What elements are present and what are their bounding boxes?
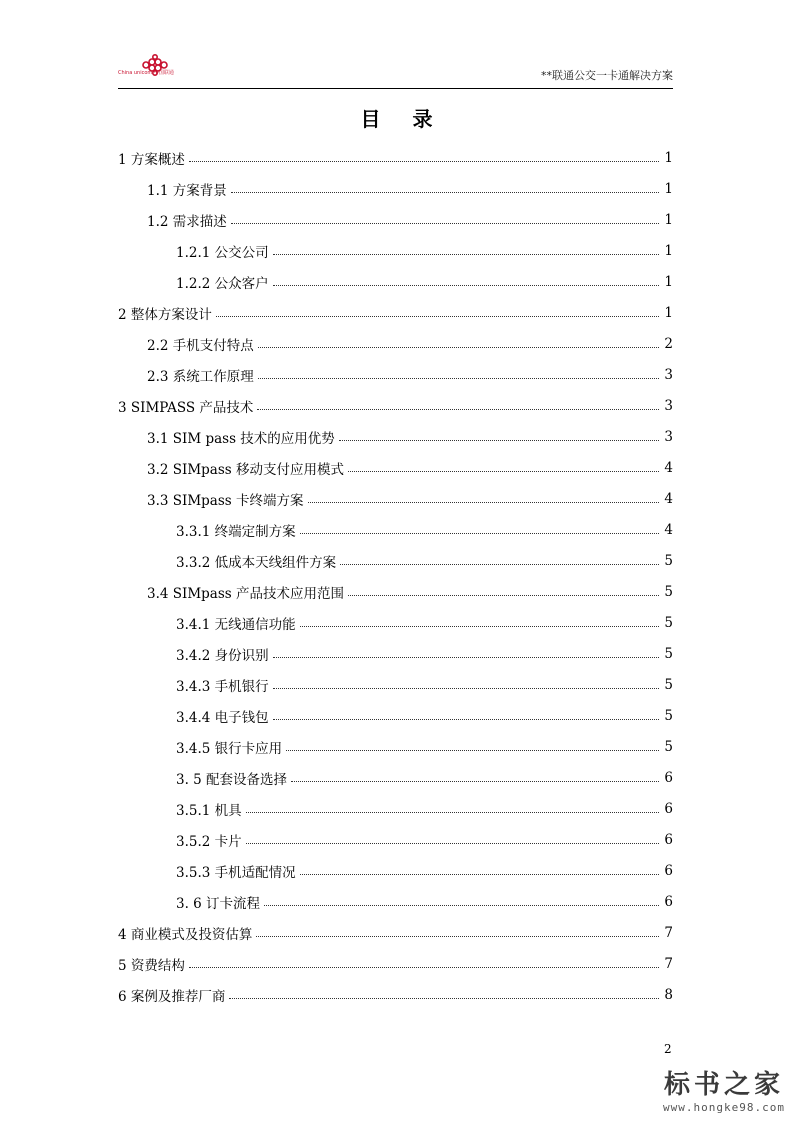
toc-entry-label: 3.4 SIMpass 产品技术应用范围 — [147, 585, 345, 602]
dot-leader — [273, 285, 659, 286]
toc-entry-label: 1 方案概述 — [118, 151, 185, 168]
toc-entry-label: 1.2.1 公交公司 — [176, 244, 269, 261]
toc-entry-label: 3.3 SIMpass 卡终端方案 — [147, 492, 304, 509]
dot-leader — [216, 316, 659, 317]
toc-entry-page: 5 — [664, 583, 673, 600]
toc-entry[interactable] — [118, 514, 673, 545]
logo-text: China unicom 中国联通 — [118, 70, 174, 76]
toc-entry-label: 6 案例及推荐厂商 — [118, 988, 226, 1005]
toc-entry-page: 7 — [664, 955, 673, 972]
dot-leader — [273, 254, 659, 255]
toc-entry-page: 1 — [664, 211, 673, 228]
toc-entry-page: 5 — [664, 645, 673, 662]
dot-leader — [273, 657, 659, 658]
china-unicom-logo — [118, 54, 178, 86]
toc-entry-label: 1.2 需求描述 — [147, 213, 227, 230]
watermark-name: 标书之家 — [664, 1070, 785, 1100]
toc-entry-page: 1 — [664, 242, 673, 259]
toc-entry[interactable] — [118, 359, 673, 390]
dot-leader — [273, 719, 659, 720]
toc-entry[interactable] — [118, 979, 673, 1010]
toc-entry[interactable] — [118, 266, 673, 297]
toc-entry[interactable] — [118, 173, 673, 204]
toc-entry-page: 4 — [664, 521, 673, 538]
dot-leader — [291, 781, 659, 782]
toc-entry-label: 3.4.5 银行卡应用 — [176, 740, 283, 757]
dot-leader — [189, 161, 659, 162]
toc-entry-page: 6 — [664, 893, 673, 910]
toc-entry-page: 1 — [664, 304, 673, 321]
table-of-contents — [118, 142, 673, 1010]
toc-entry-label: 2 整体方案设计 — [118, 306, 212, 323]
toc-entry-page: 3 — [664, 366, 673, 383]
page-number: 2 — [664, 1042, 672, 1056]
toc-entry-label: 3. 6 订卡流程 — [176, 895, 261, 912]
toc-entry-label: 1.1 方案背景 — [147, 182, 227, 199]
dot-leader — [257, 409, 659, 410]
dot-leader — [231, 223, 659, 224]
toc-entry[interactable] — [118, 700, 673, 731]
toc-entry-label: 3.5.2 卡片 — [176, 833, 242, 850]
toc-entry[interactable] — [118, 297, 673, 328]
toc-entry[interactable] — [118, 917, 673, 948]
toc-title: 目录 — [360, 107, 465, 131]
toc-entry-page: 3 — [664, 428, 673, 445]
toc-entry-label: 3.3.1 终端定制方案 — [176, 523, 296, 540]
dot-leader — [189, 967, 659, 968]
dot-leader — [246, 843, 659, 844]
toc-entry[interactable] — [118, 731, 673, 762]
toc-entry-page: 5 — [664, 707, 673, 724]
toc-entry[interactable] — [118, 390, 673, 421]
toc-entry-page: 5 — [664, 676, 673, 693]
toc-entry-label: 1.2.2 公众客户 — [176, 275, 269, 292]
dot-leader — [300, 626, 659, 627]
watermark-url: www.hongke98.com — [663, 1101, 785, 1114]
toc-entry-page: 6 — [664, 831, 673, 848]
toc-entry-page: 4 — [664, 459, 673, 476]
dot-leader — [339, 440, 659, 441]
toc-entry-label: 3.4.1 无线通信功能 — [176, 616, 296, 633]
toc-entry-label: 3 SIMPASS 产品技术 — [118, 399, 254, 416]
toc-entry-page: 7 — [664, 924, 673, 941]
toc-entry-label: 3.4.3 手机银行 — [176, 678, 269, 695]
toc-entry-label: 3.1 SIM pass 技术的应用优势 — [147, 430, 335, 447]
toc-entry-label: 3.4.4 电子钱包 — [176, 709, 269, 726]
toc-entry-page: 6 — [664, 769, 673, 786]
toc-entry-label: 3.4.2 身份识别 — [176, 647, 269, 664]
toc-entry-label: 3.3.2 低成本天线组件方案 — [176, 554, 337, 571]
dot-leader — [348, 595, 659, 596]
dot-leader — [308, 502, 659, 503]
toc-entry[interactable] — [118, 855, 673, 886]
toc-entry-page: 1 — [664, 180, 673, 197]
toc-entry[interactable] — [118, 452, 673, 483]
dot-leader — [258, 347, 659, 348]
toc-entry[interactable] — [118, 886, 673, 917]
toc-entry-label: 3.5.3 手机适配情况 — [176, 864, 296, 881]
dot-leader — [300, 533, 659, 534]
toc-entry[interactable] — [118, 607, 673, 638]
toc-entry-page: 1 — [664, 273, 673, 290]
toc-entry-page: 3 — [664, 397, 673, 414]
toc-entry[interactable] — [118, 204, 673, 235]
toc-entry[interactable] — [118, 483, 673, 514]
dot-leader — [246, 812, 659, 813]
dot-leader — [273, 688, 659, 689]
toc-entry[interactable] — [118, 421, 673, 452]
toc-entry-label: 3.2 SIMpass 移动支付应用模式 — [147, 461, 345, 478]
toc-entry-label: 2.2 手机支付特点 — [147, 337, 254, 354]
toc-entry-page: 4 — [664, 490, 673, 507]
dot-leader — [264, 905, 659, 906]
toc-entry[interactable] — [118, 762, 673, 793]
toc-entry[interactable] — [118, 545, 673, 576]
toc-entry-page: 5 — [664, 552, 673, 569]
toc-entry-page: 1 — [664, 149, 673, 166]
toc-entry-page: 8 — [664, 986, 673, 1003]
page-header — [118, 52, 673, 89]
toc-entry-label: 5 资费结构 — [118, 957, 185, 974]
toc-entry-label: 3.5.1 机具 — [176, 802, 242, 819]
toc-entry[interactable] — [118, 576, 673, 607]
toc-entry-page: 6 — [664, 862, 673, 879]
dot-leader — [300, 874, 659, 875]
toc-entry-page: 5 — [664, 738, 673, 755]
toc-entry-page: 5 — [664, 614, 673, 631]
dot-leader — [286, 750, 659, 751]
document-title: **联通公交一卡通解决方案 — [541, 69, 673, 82]
toc-entry[interactable] — [118, 669, 673, 700]
toc-entry-label: 4 商业模式及投资估算 — [118, 926, 253, 943]
toc-entry[interactable] — [118, 328, 673, 359]
toc-entry[interactable] — [118, 793, 673, 824]
dot-leader — [348, 471, 659, 472]
toc-entry-page: 2 — [664, 335, 673, 352]
toc-entry[interactable] — [118, 235, 673, 266]
dot-leader — [258, 378, 659, 379]
dot-leader — [229, 998, 659, 999]
dot-leader — [256, 936, 659, 937]
toc-entry[interactable] — [118, 142, 673, 173]
dot-leader — [231, 192, 659, 193]
toc-entry-label: 3. 5 配套设备选择 — [176, 771, 288, 788]
dot-leader — [340, 564, 659, 565]
toc-entry[interactable] — [118, 824, 673, 855]
toc-entry[interactable] — [118, 638, 673, 669]
toc-entry-page: 6 — [664, 800, 673, 817]
watermark — [663, 1064, 785, 1114]
toc-entry[interactable] — [118, 948, 673, 979]
toc-entry-label: 2.3 系统工作原理 — [147, 368, 254, 385]
